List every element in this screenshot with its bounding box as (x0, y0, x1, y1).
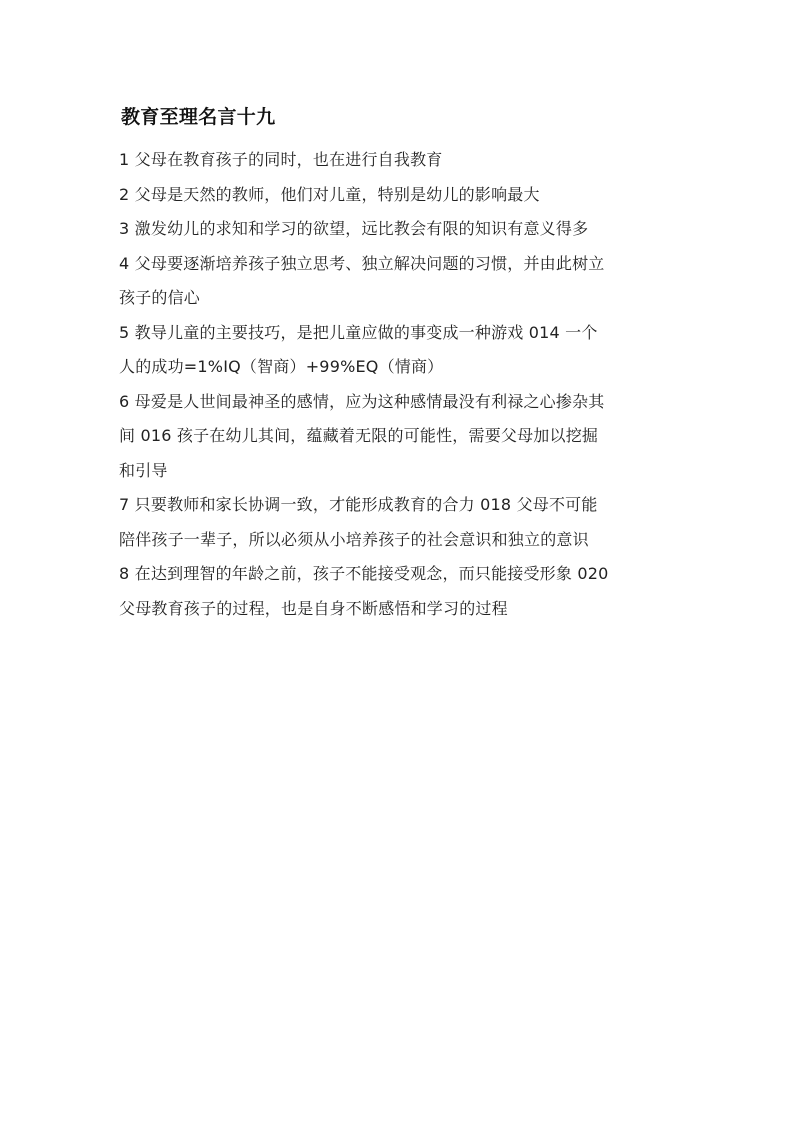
document-title: 教育至理名言十九 (121, 106, 276, 128)
text-line: 陪伴孩子一辈子，所以必须从小培养孩子的社会意识和独立的意识 (119, 529, 589, 549)
text-line: 4 父母要逐渐培养孩子独立思考、独立解决问题的习惯，并由此树立 (119, 253, 605, 273)
text-line: 2 父母是天然的教师，他们对儿童，特别是幼儿的影响最大 (119, 184, 540, 204)
text-line: 和引导 (119, 460, 168, 480)
text-line: 8 在达到理智的年龄之前，孩子不能接受观念，而只能接受形象 020 (119, 564, 609, 583)
text-line: 人的成功=1%IQ（智商）+99%EQ（情商） (119, 357, 444, 376)
text-line: 7 只要教师和家长协调一致，才能形成教育的合力 018 父母不可能 (119, 495, 598, 514)
text-line: 6 母爱是人世间最神圣的感情，应为这种感情最没有利禄之心掺杂其 (119, 391, 605, 411)
text-line: 孩子的信心 (119, 288, 201, 307)
text-line: 间 016 孩子在幼儿其间，蕴藏着无限的可能性，需要父母加以挖掘 (119, 426, 599, 445)
text-line: 父母教育孩子的过程，也是自身不断感悟和学习的过程 (119, 598, 508, 618)
document-body (119, 143, 685, 626)
text-line: 3 激发幼儿的求知和学习的欲望，远比教会有限的知识有意义得多 (119, 219, 589, 238)
text-line: 5 教导儿童的主要技巧，是把儿童应做的事变成一种游戏 014 一个 (119, 322, 598, 342)
text-line: 1 父母在教育孩子的同时，也在进行自我教育 (119, 150, 443, 169)
